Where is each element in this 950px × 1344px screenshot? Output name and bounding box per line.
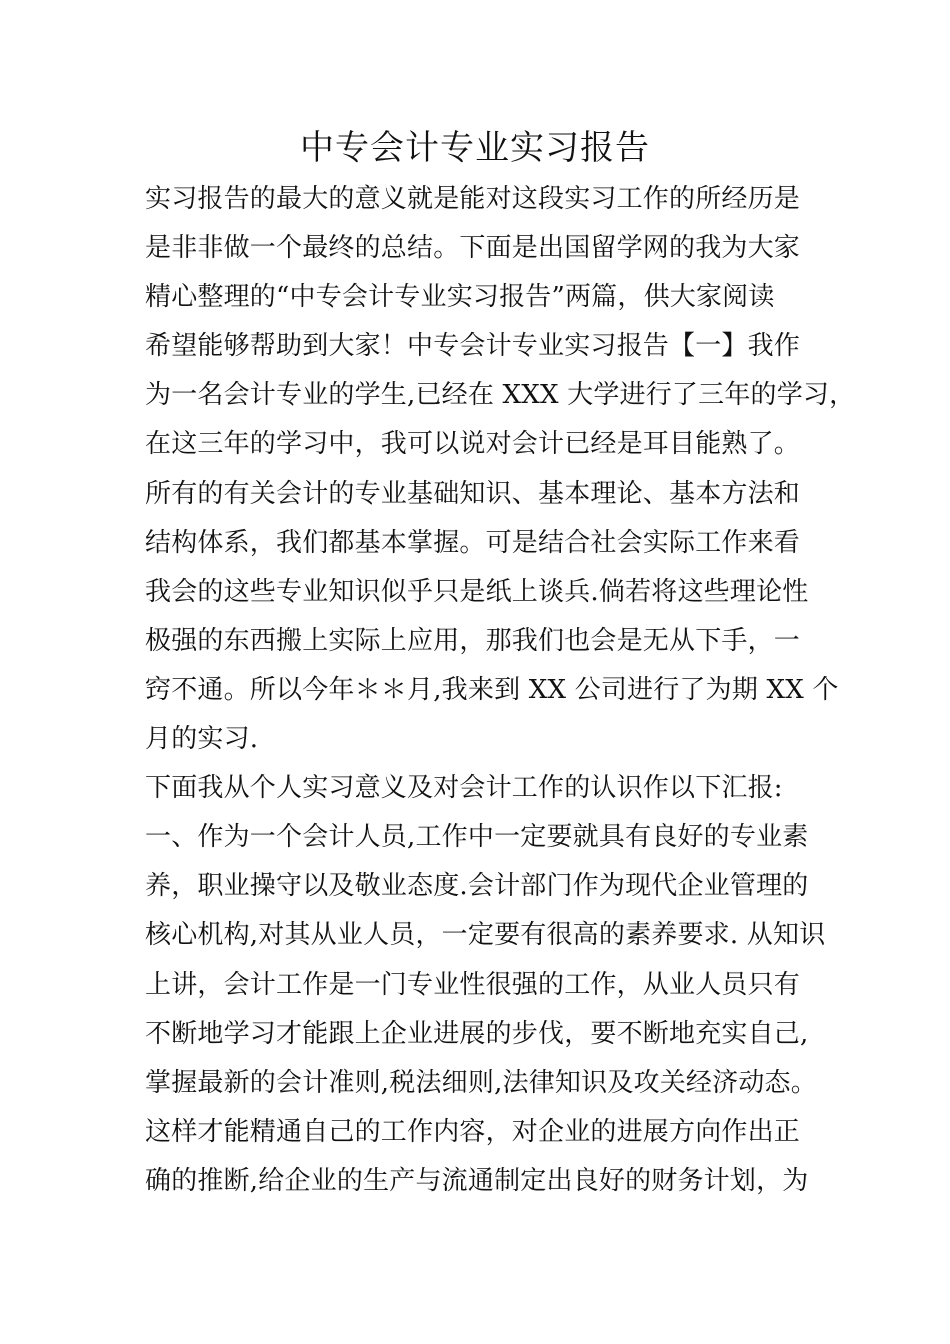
text-line: 窍不通。所以今年＊＊月,我来到 XX 公司进行了为期 XX 个 <box>145 674 839 705</box>
document-body <box>145 175 856 1206</box>
text-line: 结构体系，我们都基本掌握。可是结合社会实际工作来看 <box>145 527 801 558</box>
text-line: 为一名会计专业的学生,已经在 XXX 大学进行了三年的学习， <box>145 380 856 411</box>
text-line: 精心整理的“中专会计专业实习报告”两篇，供大家阅读 <box>145 282 775 313</box>
text-line: 核心机构,对其从业人员，一定要有很高的素养要求. 从知识 <box>145 920 826 951</box>
text-line: 不断地学习才能跟上企业进展的步伐，要不断地充实自己, <box>145 1018 809 1049</box>
text-line: 极强的东西搬上实际上应用，那我们也会是无从下手，一 <box>145 625 801 656</box>
text-line: 养，职业操守以及敬业态度.会计部门作为现代企业管理的 <box>145 871 809 902</box>
text-line: 实习报告的最大的意义就是能对这段实习工作的所经历是 <box>145 184 801 214</box>
text-line: 所有的有关会计的专业基础知识、基本理论、基本方法和 <box>145 478 801 509</box>
text-line: 我会的这些专业知识似乎只是纸上谈兵.倘若将这些理论性 <box>145 576 809 607</box>
document-title: 中专会计专业实习报告 <box>300 128 650 168</box>
text-line: 在这三年的学习中，我可以说对会计已经是耳目能熟了。 <box>145 429 801 460</box>
text-line: 是非非做一个最终的总结。下面是出国留学网的我为大家 <box>145 233 801 264</box>
text-line: 希望能够帮助到大家！中专会计专业实习报告【一】我作 <box>145 331 801 362</box>
text-line: 一、作为一个会计人员,工作中一定要就具有良好的专业素 <box>145 822 809 853</box>
text-line: 月的实习. <box>145 724 259 755</box>
text-line: 确的推断,给企业的生产与流通制定出良好的财务计划，为 <box>145 1165 809 1196</box>
text-line: 上讲，会计工作是一门专业性很强的工作，从业人员只有 <box>145 969 801 1000</box>
text-line: 下面我从个人实习意义及对会计工作的认识作以下汇报: <box>145 773 783 804</box>
text-line: 这样才能精通自己的工作内容，对企业的进展方向作出正 <box>145 1116 801 1147</box>
text-line: 掌握最新的会计准则,税法细则,法律知识及攻关经济动态。 <box>145 1067 817 1098</box>
